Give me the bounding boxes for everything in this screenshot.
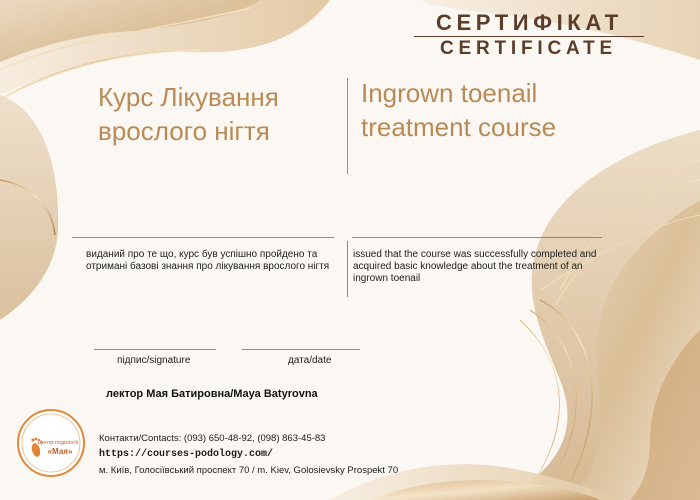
lecturer-name: лектор Мая Батировна/Maya Batyrovna [106, 388, 318, 400]
description-divider [347, 241, 348, 297]
course-name-ua-line: Курс Лікування [98, 82, 279, 112]
course-name-en-line: Ingrown toenail [361, 78, 538, 108]
description-ua-line: виданий про те що, курс був успішно пройдено та [86, 249, 318, 260]
date-label: дата/date [288, 355, 332, 366]
description-rule-left [72, 237, 334, 238]
description-en [353, 249, 613, 285]
course-name-en-line: treatment course [361, 112, 557, 142]
signature-label: підпис/signature [117, 355, 191, 366]
course-name-en [361, 76, 556, 144]
title-divider [414, 36, 644, 37]
certificate-title-ua: СЕРТИФІКАТ [436, 10, 623, 35]
description-rule-right [352, 237, 602, 238]
contacts-phones: Контакти/Contacts: (093) 650-48-92, (098) 863-45-83 [99, 433, 326, 444]
course-name-ua-line: вpослого нігтя [98, 116, 270, 146]
course-divider [347, 78, 348, 174]
certificate-title-en: CERTIFICATE [440, 38, 617, 59]
logo-top-text: Центр подології [37, 440, 79, 446]
description-ua-line: отримані базові знання про лікування врослого нігтя [86, 261, 330, 272]
logo-name: «Мая» [47, 447, 73, 456]
description-en-line: issued that the course was successfully completed and [353, 249, 597, 260]
podology-center-logo [16, 408, 86, 478]
course-name-ua [98, 80, 279, 148]
description-ua [86, 249, 346, 273]
description-en-line: ingrown toenail [353, 273, 421, 284]
contacts-block [99, 431, 398, 479]
description-en-line: acquired basic knowledge about the treatment of an [353, 261, 583, 272]
date-line [242, 349, 360, 350]
signature-line [94, 349, 216, 350]
contacts-address: м. Київ, Голосіївський проспект 70 / m. Kiev, Golosievsky Prospekt 70 [99, 465, 399, 476]
website-link[interactable]: https://courses-podology.com/ [99, 449, 274, 460]
